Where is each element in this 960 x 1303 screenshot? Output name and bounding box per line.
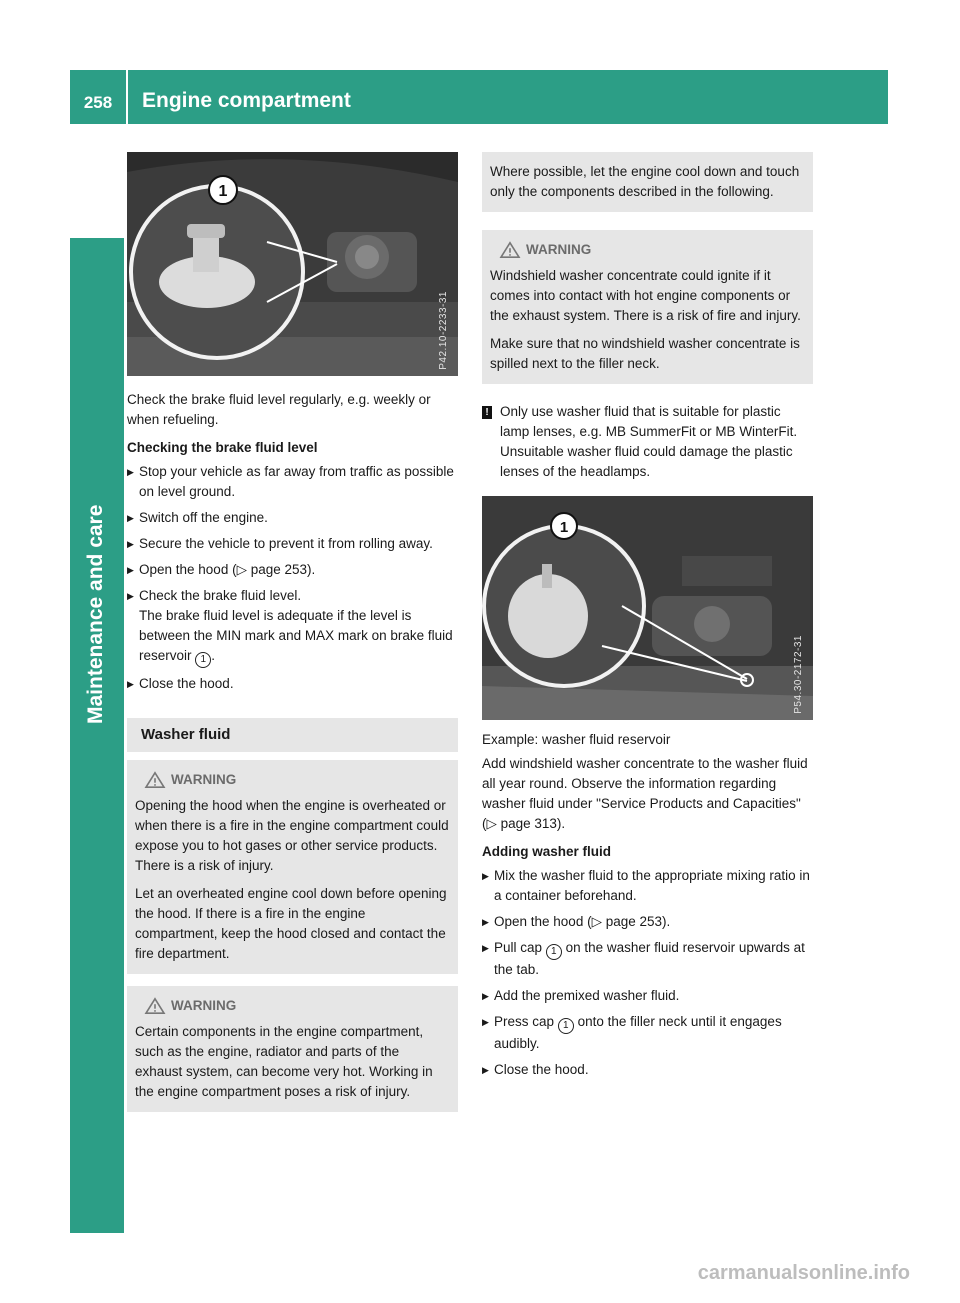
step-item: ▶ Switch off the engine. bbox=[127, 508, 458, 528]
photo-reference: P42.10-2233-31 bbox=[438, 291, 449, 370]
step-arrow-icon: ▶ bbox=[127, 591, 134, 601]
warning-text: Opening the hood when the engine is overheated or when there is a fire in the engine compartment could expose you to hot gases or other service products. There is a risk of injury. bbox=[135, 798, 449, 873]
step-arrow-icon: ▶ bbox=[482, 871, 489, 881]
step-item: ▶ Secure the vehicle to prevent it from rolling away. bbox=[127, 534, 458, 554]
step-arrow-icon: ▶ bbox=[482, 1017, 489, 1027]
warning-triangle-icon bbox=[143, 997, 167, 1015]
note-text: Only use washer fluid that is suitable for plastic lamp lenses, e.g. MB SummerFit or MB WinterFit. Unsuitable washer fluid could damage the plastic lenses of the headlamps. bbox=[500, 404, 798, 479]
step-item: ▶ Close the hood. bbox=[127, 674, 458, 694]
watermark: carmanualsonline.info bbox=[697, 1262, 910, 1284]
warning-label: WARNING bbox=[171, 998, 237, 1013]
warning-box bbox=[482, 230, 813, 384]
svg-text:1: 1 bbox=[559, 519, 569, 536]
marker-1: 1 bbox=[546, 944, 562, 960]
step-item: ▶ Open the hood (▷ page 253). bbox=[482, 912, 813, 932]
step-item: ▶ Stop your vehicle as far away from traffic as possible on level ground. bbox=[127, 462, 458, 502]
photo-reference: P54.30-2172-31 bbox=[793, 635, 804, 714]
marker-1: 1 bbox=[558, 1018, 574, 1034]
step-arrow-icon: ▶ bbox=[482, 943, 489, 953]
warning-label: WARNING bbox=[171, 772, 237, 787]
step-arrow-icon: ▶ bbox=[127, 679, 134, 689]
subheading-adding-washer-fluid: Adding washer fluid bbox=[482, 844, 612, 859]
washer-info-text: Add windshield washer concentrate to the washer fluid all year round. Observe the information regarding washer fluid under "Service Products and Capacities" (▷ page 313). bbox=[482, 756, 808, 831]
intro-text: Check the brake fluid level regularly, e.g. weekly or when refueling. bbox=[127, 392, 431, 427]
step-item: ▶ Open the hood (▷ page 253). bbox=[127, 560, 458, 580]
step-item: ▶ Mix the washer fluid to the appropriate mixing ratio in a container beforehand. bbox=[482, 866, 813, 906]
warning-triangle-icon bbox=[143, 771, 167, 789]
step-item: ▶ Add the premixed washer fluid. bbox=[482, 986, 813, 1006]
warning-text: Certain components in the engine compartment, such as the engine, radiator and parts of the exhaust system, can become very hot. Working in the engine compartment poses a risk of injury. bbox=[135, 1024, 433, 1099]
step-arrow-icon: ▶ bbox=[127, 539, 134, 549]
step-item: ▶ Pull cap 1 on the washer fluid reservoir upwards at the tab. bbox=[482, 938, 813, 980]
section-heading-washer-fluid: Washer fluid bbox=[127, 718, 458, 752]
brake-fluid-photo bbox=[127, 152, 458, 376]
step-item: ▶ Close the hood. bbox=[482, 1060, 813, 1080]
step-arrow-icon: ▶ bbox=[482, 1065, 489, 1075]
warning-triangle-icon bbox=[498, 241, 522, 259]
warning-label: WARNING bbox=[526, 242, 592, 257]
photo-caption: Example: washer fluid reservoir bbox=[482, 732, 671, 747]
warning-text: Where possible, let the engine cool down and touch only the components described in the following. bbox=[490, 164, 800, 199]
washer-reservoir-photo bbox=[482, 496, 813, 720]
warning-text: Windshield washer concentrate could ignite if it comes into contact with hot engine components or the exhaust system. There is a risk of fire and injury. bbox=[490, 268, 801, 323]
warning-text: Let an overheated engine cool down before opening the hood. If there is a fire in the engine compartment, keep the hood closed and contact the fire department. bbox=[135, 886, 447, 961]
side-tab-label: Maintenance and care bbox=[84, 504, 107, 724]
subheading-checking-brake-fluid: Checking the brake fluid level bbox=[127, 440, 318, 455]
svg-text:1: 1 bbox=[218, 183, 228, 200]
warning-text: Make sure that no windshield washer concentrate is spilled next to the filler neck. bbox=[490, 336, 800, 371]
warning-box bbox=[127, 986, 458, 1112]
page-number: 258 bbox=[70, 70, 128, 124]
step-arrow-icon: ▶ bbox=[127, 467, 134, 477]
page-header bbox=[70, 70, 888, 124]
warning-box bbox=[127, 760, 458, 974]
marker-1: 1 bbox=[195, 652, 211, 668]
left-column bbox=[127, 152, 458, 1124]
step-item: ▶ Check the brake fluid level. The brake fluid level is adequate if the level is between the MIN mark and MAX mark on brake fluid reservoir 1 . bbox=[127, 586, 458, 668]
note-item bbox=[482, 402, 813, 482]
warning-box-continued bbox=[482, 152, 813, 212]
step-arrow-icon: ▶ bbox=[127, 513, 134, 523]
step-arrow-icon: ▶ bbox=[127, 565, 134, 575]
exclamation-icon: ! bbox=[482, 406, 492, 419]
step-arrow-icon: ▶ bbox=[482, 917, 489, 927]
step-arrow-icon: ▶ bbox=[482, 991, 489, 1001]
step-item: ▶ Press cap 1 onto the filler neck until it engages audibly. bbox=[482, 1012, 813, 1054]
step-result: The brake fluid level is adequate if the level is between the MIN mark and MAX mark on brake fluid reservoir 1 . bbox=[139, 608, 453, 663]
page-title: Engine compartment bbox=[142, 89, 351, 112]
right-column bbox=[482, 152, 813, 1086]
